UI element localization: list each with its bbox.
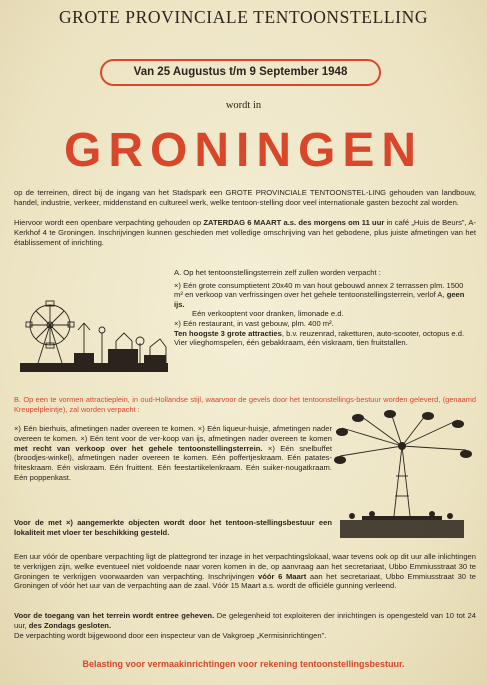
entry-emphasis: des Zondags gesloten. [28, 620, 112, 630]
section-a-item: Eén verkooptent voor dranken, limonade e.d. [192, 309, 344, 319]
section-b-emphasis: met recht van verkoop over het gehele tentoonstellingsterrein. [14, 443, 263, 453]
section-a-heading: A. Op het tentoonstellingsterrein zelf zullen worden verpacht : [174, 268, 381, 277]
section-a-item: ×) Eén restaurant, in vast gebouw, plm. 400 m². [174, 318, 334, 328]
section-a-item [174, 329, 474, 339]
city-heading: GRONINGEN [63, 124, 423, 177]
closing-emphasis: vóór 6 Maart [258, 571, 307, 581]
auction-paragraph [14, 218, 476, 247]
item-emphasis: Ten hoogste 3 grote attracties [174, 328, 282, 338]
intro-paragraph: op de terreinen, direct bij de ingang van het Stadspark een GROTE PROVINCIALE TENTOONSTEL-LING gehouden van landbouw, handel, industrie, verkeer, middenstand en cultureel werk, welke tentoon-stelling door veel internationale gasten bezocht zal worden. [14, 188, 476, 207]
section-b-heading: B. Op een te vormen attractieplein, in oud-Hollandse stijl, waarvoor de gevels door het tentoonstellings-bestuur worden geleverd, (genaamd Kreupelpleintje), zal worden verpacht : [14, 395, 476, 414]
entry-emphasis: Voor de toegang van het terrein wordt entree geheven. [14, 611, 215, 620]
section-b-body [14, 424, 332, 483]
section-b-note: Voor de met ×) aangemerkte objecten wordt door het tentoon-stellingsbestuur een lokaliteit met vloer ter beschikking gesteld. [14, 518, 332, 537]
section-b-text: ×) Eén bierhuis, afmetingen nader overeen te komen. ×) Eén liqueur-huisje, afmetingen nader overeen te komen. ×) Eén tent voor de ver-koop van ijs, afmetingen nader overeen te komen [14, 424, 332, 443]
closing-text: Een uur vóór de openbare verpachting ligt de plattegrond ter inzage in het verpachtingslokaal, waar tevens ook op dit uur alle inlichtingen te verkrijgen zijn, welke eventueel niet voldoende naar voren komen in de, op aanvraag aan het secretariaat, Ubbo Emmiusstraat 30 te Groningen te verkrijgen voorwaarden van verpachting. Inschrijvingen [14, 552, 476, 581]
entry-paragraph [14, 611, 476, 631]
auction-date: ZATERDAG 6 MAART a.s. des morgens om 11 uur [203, 218, 385, 227]
item-text: ×) Eén grote consumptietent 20x40 m van hout gebouwd annex 2 terrassen plm. 1500 m² en verkoop van verfrissingen over het gehele tentoonstellingsterrein, verlof A, [174, 280, 464, 300]
subtitle: wordt in [225, 100, 262, 111]
octopus-ride-illustration [332, 406, 472, 544]
auction-text-start: Hiervoor wordt een openbare verpachting gehouden op [14, 218, 204, 227]
closing-paragraph [14, 552, 476, 591]
auction-text-end: in café „Huis de Beurs”, A-Kerkhof 4 te Groningen. Inschrijvingen kunnen geschieden met volledige omschrijving van het gebodene, plus juiste afmetingen van het établissement of inrichting. [14, 218, 476, 247]
entry-text: De gelegenheid tot exploiteren der inrichtingen is opengesteld van 10 tot 24 uur, [14, 611, 476, 630]
ferris-wheel-illustration [20, 283, 168, 378]
inspector-paragraph: De verpachting wordt bijgewoond door een inspecteur van de Vakgroep „Kermisinrichtingen”. [14, 631, 327, 640]
closing-text: aan het secretariaat, Ubbo Emmiusstraat 30 te Groningen of vóór het uur van de verpachting aan de zaal. Vóór 15 Maart a.s. wordt de officiële gunning verleend. [14, 571, 476, 591]
item-emphasis: geen ijs. [174, 290, 465, 309]
section-a-item [174, 281, 474, 310]
section-a-item: Vier vlieghomspelen, één gebakkraam, één viskraam, tien fruitstallen. [174, 338, 408, 348]
section-b-text: ×) Eén snelbuffet (broodjes-winkel), afmetingen nader overeen te komen. Eén poffertjeskraam. Eén patates-friteskraam. Eén viskraam. Eén fruittent. Eén feestartikelenkraam. Eén suiker-nougatkraam. Eén poppenkast. [14, 443, 332, 482]
date-banner: Van 25 Augustus t/m 9 September 1948 [100, 59, 381, 86]
footer-notice: Belasting voor vermaakinrichtingen voor rekening tentoonstellingsbestuur. [82, 659, 405, 669]
section-a-list [174, 268, 474, 348]
item-text: , b.v. reuzenrad, raketturen, auto-scooter, octopus e.d. [281, 328, 465, 338]
poster-title: GROTE PROVINCIALE TENTOONSTELLING [58, 7, 429, 27]
